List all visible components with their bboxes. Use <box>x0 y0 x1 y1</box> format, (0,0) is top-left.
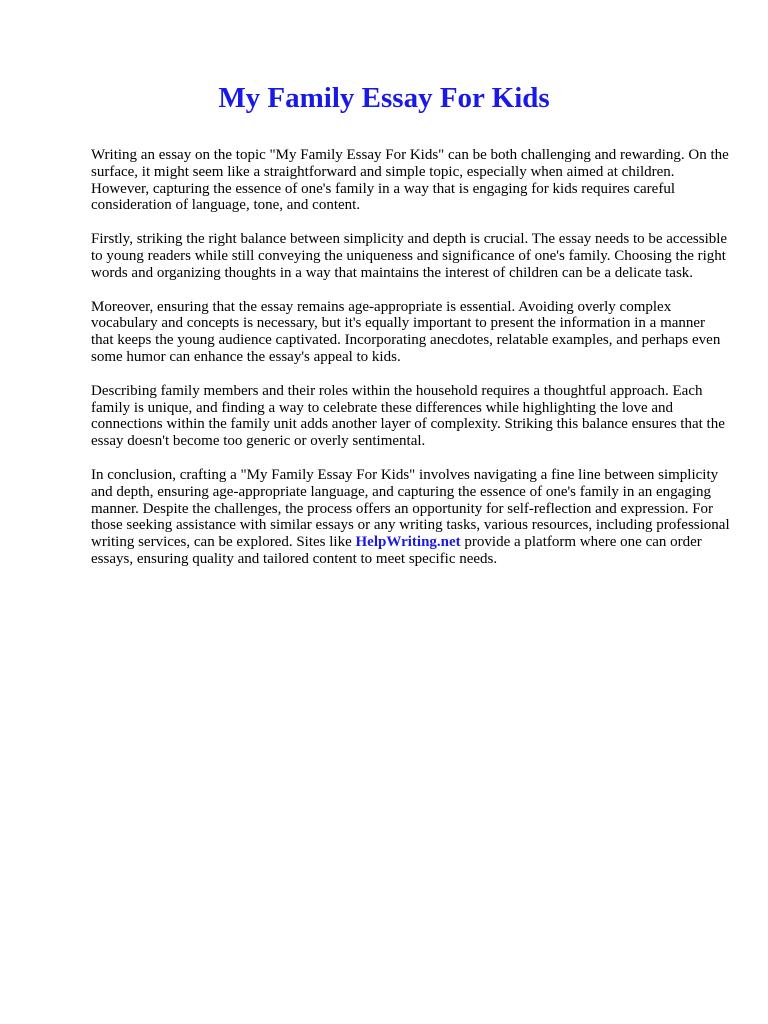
page-title: My Family Essay For Kids <box>218 82 550 114</box>
helpwriting-link[interactable]: HelpWriting.net <box>355 534 461 551</box>
paragraph-conclusion <box>91 467 731 568</box>
conclusion-text-before-link: In conclusion, crafting a "My Family Essay For Kids" involves navigating a fine line between simplicity and depth, ensuring age-appropriate language, and capturing the essence of one's family in an engaging manner. Despite the challenges, the process offers an opportunity for self-reflection and expression. For those seeking assistance with similar essays or any writing tasks, various resources, including professional writing services, can be explored. Sites like <box>91 466 730 551</box>
conclusion-text-after-link: provide a platform where one can order essays, ensuring quality and tailored content to meet specific needs. <box>91 534 702 567</box>
paragraph-intro: Writing an essay on the topic "My Family Essay For Kids" can be both challenging and rewarding. On the surface, it might seem like a straightforward and simple topic, especially when aimed at children. However, capturing the essence of one's family in a way that is engaging for kids requires careful consideration of language, tone, and content. <box>91 147 729 214</box>
paragraph-family-members: Describing family members and their roles within the household requires a thoughtful approach. Each family is unique, and finding a way to celebrate these differences while highlighting the love and connections within the family unit adds another layer of complexity. Striking this balance ensures that the essay doesn't become too generic or overly sentimental. <box>91 382 725 450</box>
essay-body <box>91 147 731 585</box>
paragraph-balance: Firstly, striking the right balance between simplicity and depth is crucial. The essay needs to be accessible to young readers while still conveying the uniqueness and significance of one's family. Choosing the right words and organizing thoughts in a way that maintains the interest of children can be a delicate task. <box>91 231 728 281</box>
paragraph-age-appropriate: Moreover, ensuring that the essay remains age-appropriate is essential. Avoiding overly complex vocabulary and concepts is necessary, but it's equally important to present the information in a manner that keeps the young audience captivated. Incorporating anecdotes, relatable examples, and perhaps even some humor can enhance the essay's appeal to kids. <box>91 298 721 365</box>
